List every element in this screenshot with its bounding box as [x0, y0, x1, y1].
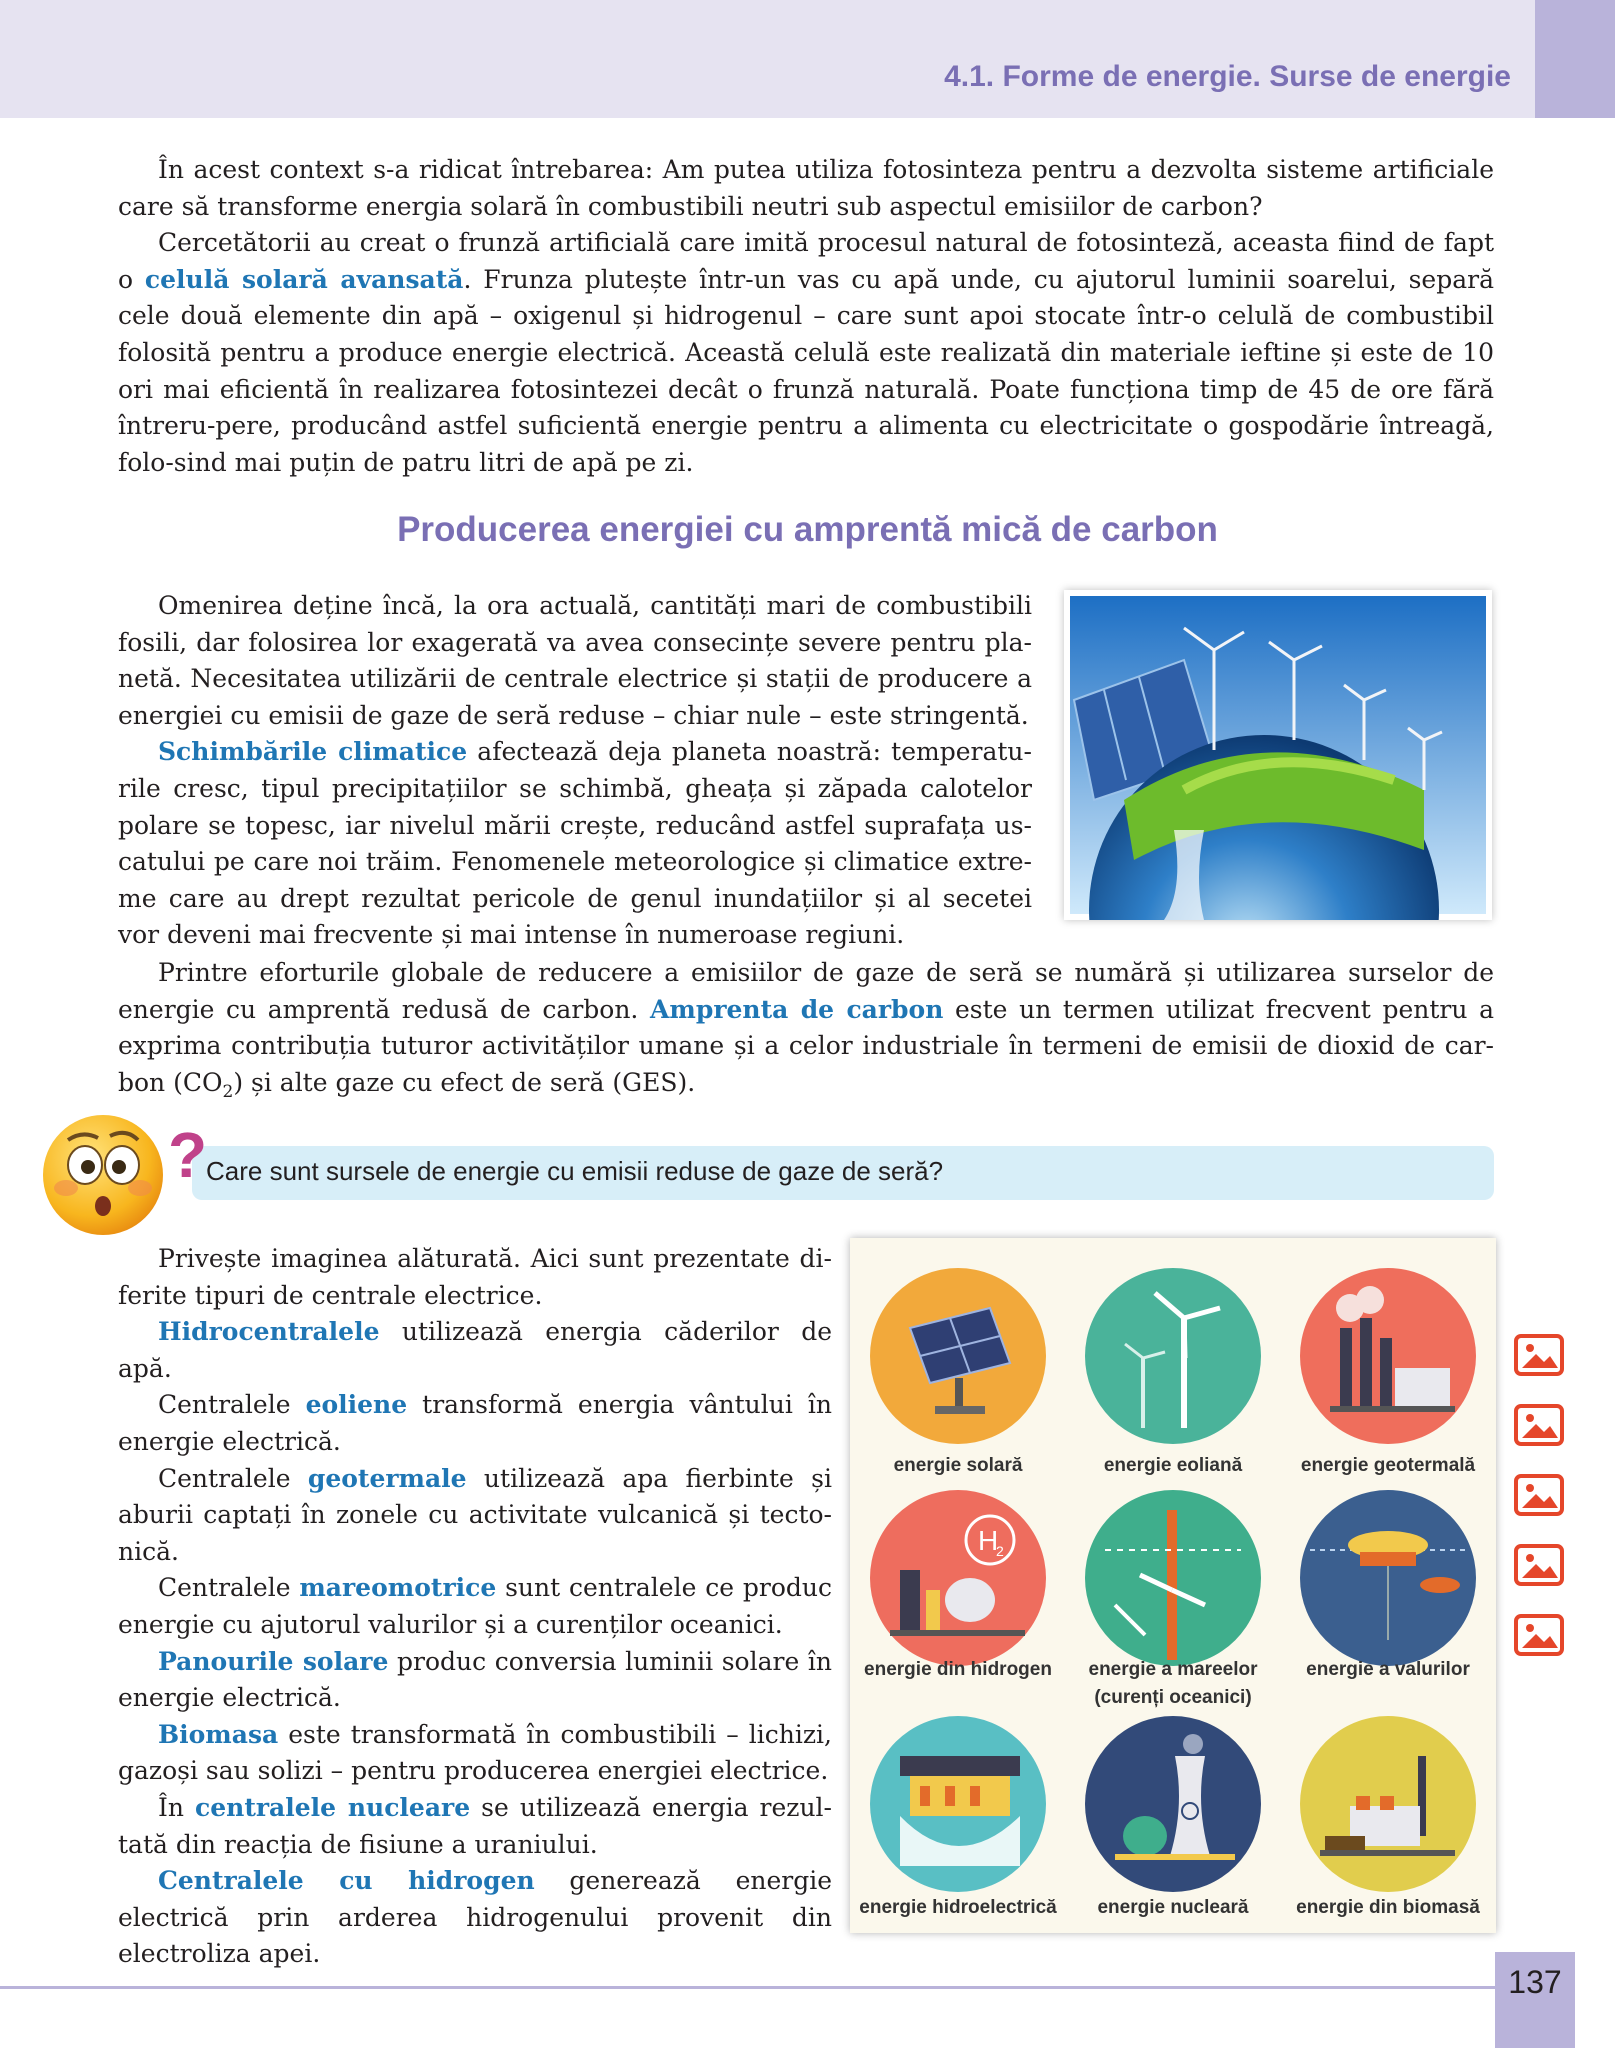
source-wind — [118, 1387, 832, 1460]
tidal-turbine-icon — [1085, 1490, 1261, 1666]
keyword-hydrogen: Centralele cu hidrogen — [158, 1866, 535, 1896]
footprint-text-part: este un termen utilizat frecvent pentru a exprima contribuția tuturor activităților umane și a celor industriale în termeni de emisii de dioxid de car-bon (CO — [118, 994, 1494, 1097]
label-solar: energie solară — [893, 1455, 1023, 1476]
source-biomass — [118, 1717, 832, 1790]
source-nuclear — [118, 1790, 832, 1863]
source-text: generează energie electrică prin arderea hidrogenului provenit din electroliza apei. — [118, 1866, 833, 1969]
label-tidal-sub: (curenți oceanici) — [1094, 1687, 1252, 1708]
earth-wind-solar-illustration — [1064, 590, 1492, 920]
wind-energy-circle — [1085, 1268, 1261, 1444]
image-gallery-icon[interactable] — [1514, 1334, 1564, 1376]
source-hydrogen — [118, 1863, 832, 1973]
source-text: Centralele — [158, 1463, 308, 1493]
source-text: este transformată în combustibili – lichizi, gazoși sau solizi – pentru producerea energiei electrice. — [118, 1719, 832, 1786]
label-wave: energie a valurilor — [1306, 1659, 1470, 1680]
climate-text-part: afectează deja planeta noastră: temperatu-rile cresc, tipul precipitațiilor se schimbă, gheața și zăpada calotelor polare se topesc, iar nivelul mării crește, reducând astfel suprafața us-catului pe care noi trăim. Fenomenele meteorologice și climatice extre-me care au drept rezultat pericole de genul inundațiilor și al secetei vor deveni mai frecvente și mai intense în numeroase regiuni. — [118, 737, 1032, 950]
sources-text — [118, 1241, 832, 1973]
intro-text — [118, 152, 1494, 481]
source-text: sunt centralele ce produc energie cu ajutorul valurilor și a curenților oceanici. — [118, 1573, 832, 1639]
source-text: produc conversia luminii solare în energie electrică. — [118, 1646, 832, 1713]
nuclear-plant-icon — [1085, 1716, 1261, 1892]
h2-subscript: 2 — [996, 1543, 1004, 1559]
keyword-wind: eoliene — [305, 1390, 408, 1420]
question-text: Care sunt sursele de energie cu emisii reduse de gaze de seră? — [206, 1156, 944, 1186]
question-mark-icon: ? — [168, 1119, 208, 1191]
dam-icon — [870, 1716, 1046, 1892]
image-gallery-icon[interactable] — [1514, 1404, 1564, 1446]
label-biomass: energie din biomasă — [1296, 1897, 1480, 1918]
image-gallery-icon[interactable] — [1514, 1544, 1564, 1586]
solar-panel-icon — [870, 1268, 1046, 1444]
source-geothermal — [118, 1461, 832, 1571]
source-text: utilizează apa fierbinte și aburii captați în zonele cu activitate vulcanică și tecto-nică. — [118, 1463, 832, 1566]
keyword-geothermal: geotermale — [307, 1463, 467, 1493]
energy-types-infographic — [850, 1238, 1496, 1933]
intro-text-part: Cercetătorii au creat o frunză artificială care imită procesul natural de fotosinteză, aceasta fiind de fapt o — [118, 228, 1494, 294]
keyword-tidal: mareomotrice — [299, 1573, 497, 1603]
sources-intro: Privește imaginea alăturată. Aici sunt prezentate di-ferite tipuri de centrale electrice. — [118, 1244, 832, 1310]
h2-symbol: H — [978, 1525, 999, 1556]
hydrogen-energy-circle — [870, 1490, 1046, 1666]
header-tab — [1535, 0, 1615, 118]
header-bar — [0, 0, 1535, 118]
surprised-emoji-icon — [38, 1110, 168, 1240]
nuclear-energy-circle — [1085, 1716, 1261, 1892]
keyword-nuclear: centralele nucleare — [195, 1792, 471, 1822]
source-text: Centralele — [158, 1390, 306, 1420]
wind-turbine-icon — [1085, 1268, 1261, 1444]
keyword-carbon-footprint: Amprenta de carbon — [650, 994, 944, 1024]
keyword-solar-cell: celulă solară avansată — [144, 264, 464, 294]
label-wind: energie eoliană — [1103, 1455, 1243, 1476]
footprint-text-part: ) și alte gaze cu efect de seră (GES). — [233, 1067, 696, 1097]
chapter-title: 4.1. Forme de energie. Surse de energie — [944, 60, 1511, 93]
image-gallery-icon[interactable] — [1514, 1614, 1564, 1656]
intro-paragraph-2 — [118, 225, 1494, 481]
geothermal-plant-icon — [1300, 1268, 1476, 1444]
keyword-biomass: Biomasa — [158, 1719, 279, 1749]
geothermal-energy-circle — [1300, 1268, 1476, 1444]
solar-energy-circle — [870, 1268, 1046, 1444]
co2-subscript: 2 — [222, 1081, 234, 1102]
section-title: Producerea energiei cu amprentă mică de carbon — [397, 510, 1218, 549]
label-hydroelectric: energie hidroelectrică — [859, 1897, 1057, 1918]
hydrogen-plant-icon — [870, 1490, 1046, 1666]
climate-paragraph-1: Omenirea deține încă, la ora actuală, cantități mari de combustibili fosili, dar folosirea lor exagerată va avea consecințe severe pentru pla-netă. Necesitatea utilizării de centrale electrice și stații de producere a energiei cu emisii de gaze de seră reduse – chiar nule – este stringentă. — [118, 591, 1032, 730]
intro-text-part: . Frunza plutește într-un vas cu apă unde, cu ajutorul luminii soarelui, separă cele două elemente din apă – oxigenul și hidrogenul – care sunt apoi stocate într-o celulă de combustibil folosită pentru a produce energie electrică. Această celulă este realizată din materiale ieftine și este de 10 ori mai eficientă în realizarea fotosintezei decât o frunză naturală. Poate funcționa timp de 45 de ore fără întreru-pere, producând astfel suficientă energie pentru a alimenta cu electricitate o gospodărie întreagă, folo-sind mai puțin de patru litri de apă pe zi. — [118, 264, 1494, 477]
footprint-paragraph — [118, 955, 1494, 1110]
source-tidal — [118, 1570, 832, 1643]
biomass-energy-circle — [1300, 1716, 1476, 1892]
hydroelectric-energy-circle — [870, 1716, 1046, 1892]
keyword-solar-panels: Panourile solare — [158, 1646, 389, 1676]
label-hydrogen: energie din hidrogen — [864, 1659, 1052, 1680]
source-text: Centralele — [158, 1573, 300, 1603]
page-number: 137 — [1508, 1964, 1562, 2000]
intro-paragraph-1: În acest context s-a ridicat întrebarea: Am putea utiliza fotosinteza pentru a dezvolta sisteme artificiale care să transforme energia solară în combustibili neutri sub aspectul emisiilor de carbon? — [118, 155, 1494, 221]
climate-text — [118, 588, 1032, 954]
source-text: se utilizează energia rezul-tată din reacția de fisiune a uraniului. — [118, 1792, 832, 1859]
footprint-text-part: Printre eforturile globale de reducere a emisiilor de gaze de seră se numără și utilizarea surselor de energie cu amprentă redusă de carbon. — [118, 958, 1494, 1024]
source-solar — [118, 1644, 832, 1717]
wave-energy-circle — [1300, 1490, 1476, 1666]
image-gallery-icon[interactable] — [1514, 1474, 1564, 1516]
footer-line — [0, 1986, 1495, 1989]
source-text: utilizează energia căderilor de apă. — [118, 1317, 832, 1383]
climate-paragraph-2 — [118, 734, 1032, 954]
label-nuclear: energie nucleară — [1097, 1897, 1249, 1918]
wave-device-icon — [1300, 1490, 1476, 1666]
tidal-energy-circle — [1085, 1490, 1261, 1666]
source-hydro — [118, 1314, 832, 1387]
keyword-climate-change: Schimbările climatice — [158, 737, 468, 767]
label-geothermal: energie geotermală — [1300, 1455, 1476, 1476]
source-text: În — [158, 1792, 196, 1822]
keyword-hydro: Hidrocentralele — [158, 1317, 380, 1347]
footprint-text — [118, 955, 1494, 1110]
source-text: transformă energia vântului în energie electrică. — [118, 1390, 832, 1456]
biomass-plant-icon — [1300, 1716, 1476, 1892]
label-tidal: energie a mareelor — [1088, 1659, 1258, 1680]
